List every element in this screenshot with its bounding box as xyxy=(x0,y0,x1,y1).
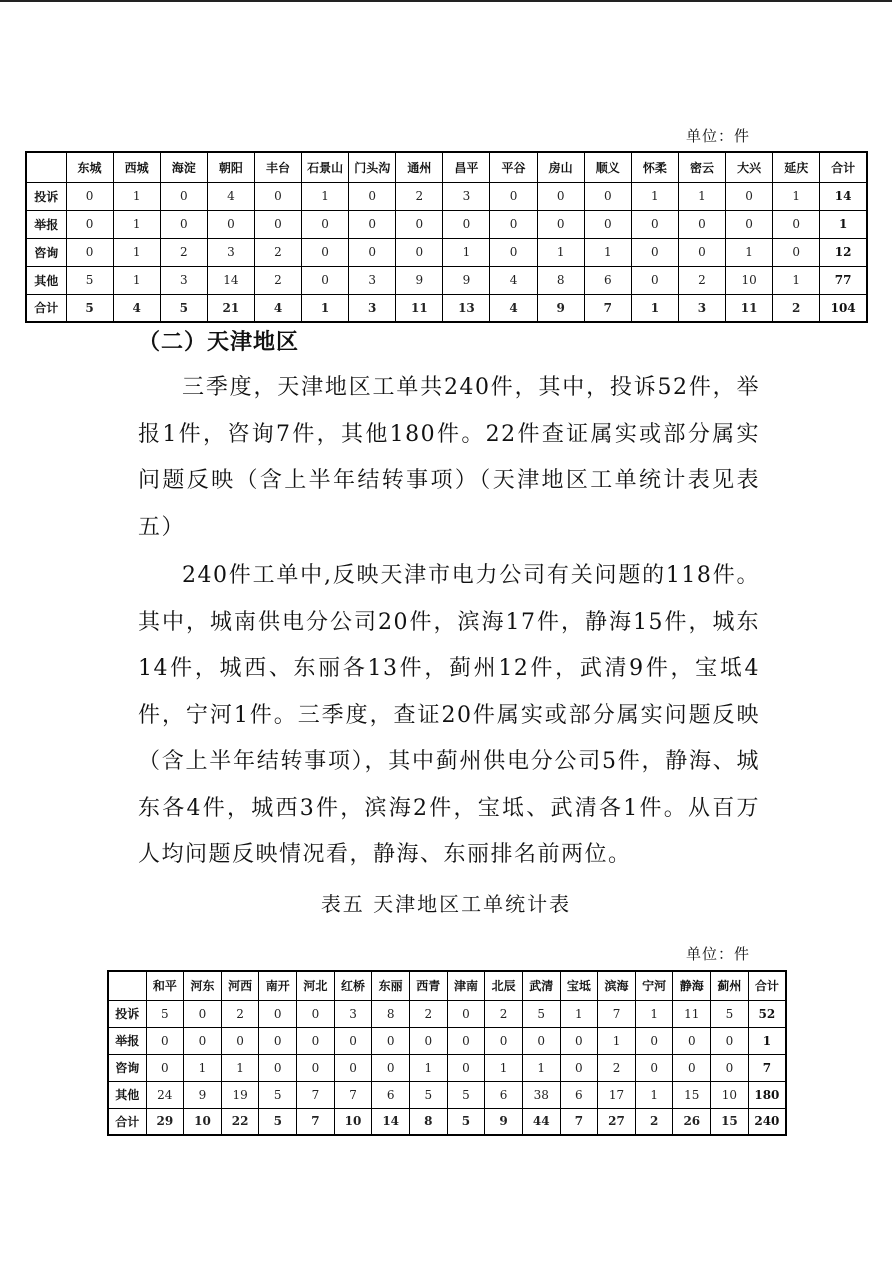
table-cell: 0 xyxy=(678,210,725,238)
table-cell: 5 xyxy=(66,294,113,322)
table-cell: 5 xyxy=(447,1081,485,1108)
table-cell: 3 xyxy=(160,266,207,294)
column-header: 滨海 xyxy=(598,971,636,1000)
table-cell: 11 xyxy=(396,294,443,322)
table-cell: 1 xyxy=(302,294,349,322)
table-cell: 17 xyxy=(598,1081,636,1108)
table-cell: 0 xyxy=(485,1027,523,1054)
table-cell: 0 xyxy=(673,1027,711,1054)
table-cell: 3 xyxy=(207,238,254,266)
table-cell: 0 xyxy=(673,1054,711,1081)
beijing-table xyxy=(25,151,868,323)
table-cell: 0 xyxy=(259,1054,297,1081)
table-row xyxy=(26,182,867,210)
table-cell: 0 xyxy=(302,238,349,266)
corner-cell xyxy=(26,152,66,182)
table-cell: 0 xyxy=(678,238,725,266)
table-cell: 26 xyxy=(673,1108,711,1135)
row-label: 投诉 xyxy=(108,1000,146,1027)
corner-cell xyxy=(108,971,146,1000)
table-cell: 19 xyxy=(221,1081,259,1108)
table-cell: 29 xyxy=(146,1108,184,1135)
table-cell: 0 xyxy=(254,210,301,238)
table-cell: 44 xyxy=(522,1108,560,1135)
table-cell: 0 xyxy=(160,182,207,210)
table-cell: 5 xyxy=(447,1108,485,1135)
table-cell: 5 xyxy=(66,266,113,294)
table-cell: 1 xyxy=(773,266,820,294)
table-cell: 2 xyxy=(635,1108,673,1135)
table-cell: 14 xyxy=(372,1108,410,1135)
row-total: 1 xyxy=(748,1027,786,1054)
table-cell: 0 xyxy=(726,210,773,238)
table-row xyxy=(26,238,867,266)
table-cell: 10 xyxy=(334,1108,372,1135)
column-header: 和平 xyxy=(146,971,184,1000)
table-cell: 13 xyxy=(443,294,490,322)
table-cell: 4 xyxy=(113,294,160,322)
column-header: 海淀 xyxy=(160,152,207,182)
column-header: 津南 xyxy=(447,971,485,1000)
table-cell: 0 xyxy=(490,238,537,266)
table-cell: 1 xyxy=(409,1054,447,1081)
column-header: 北辰 xyxy=(485,971,523,1000)
table-cell: 1 xyxy=(113,210,160,238)
table-cell: 0 xyxy=(184,1000,222,1027)
table-cell: 22 xyxy=(221,1108,259,1135)
column-header: 河西 xyxy=(221,971,259,1000)
column-header: 河东 xyxy=(184,971,222,1000)
table-cell: 0 xyxy=(635,1054,673,1081)
row-label: 举报 xyxy=(108,1027,146,1054)
table-row xyxy=(26,266,867,294)
row-total: 7 xyxy=(748,1054,786,1081)
column-header: 丰台 xyxy=(254,152,301,182)
row-total: 52 xyxy=(748,1000,786,1027)
table-cell: 2 xyxy=(254,266,301,294)
table-cell: 4 xyxy=(254,294,301,322)
table-cell: 0 xyxy=(297,1054,335,1081)
table-cell: 8 xyxy=(372,1000,410,1027)
table-cell: 8 xyxy=(409,1108,447,1135)
table-cell: 0 xyxy=(221,1027,259,1054)
table-cell: 0 xyxy=(635,1027,673,1054)
table-cell: 3 xyxy=(349,294,396,322)
table-cell: 21 xyxy=(207,294,254,322)
table-cell: 0 xyxy=(396,238,443,266)
table-row xyxy=(108,1081,786,1108)
column-header: 南开 xyxy=(259,971,297,1000)
table-cell: 9 xyxy=(485,1108,523,1135)
column-header: 大兴 xyxy=(726,152,773,182)
table-cell: 5 xyxy=(522,1000,560,1027)
table-cell: 14 xyxy=(207,266,254,294)
table-cell: 0 xyxy=(537,210,584,238)
column-header: 石景山 xyxy=(302,152,349,182)
table-cell: 0 xyxy=(302,210,349,238)
table-cell: 2 xyxy=(409,1000,447,1027)
column-header: 昌平 xyxy=(443,152,490,182)
table-cell: 0 xyxy=(207,210,254,238)
table-cell: 0 xyxy=(334,1054,372,1081)
table-cell: 0 xyxy=(66,182,113,210)
table-cell: 0 xyxy=(349,238,396,266)
table-cell: 15 xyxy=(711,1108,749,1135)
table-cell: 0 xyxy=(773,238,820,266)
table-cell: 0 xyxy=(302,266,349,294)
table-cell: 2 xyxy=(773,294,820,322)
table-row xyxy=(108,1108,786,1135)
table-cell: 1 xyxy=(113,182,160,210)
row-total: 240 xyxy=(748,1108,786,1135)
table-cell: 0 xyxy=(372,1054,410,1081)
row-label: 其他 xyxy=(26,266,66,294)
column-header: 合计 xyxy=(748,971,786,1000)
table-cell: 0 xyxy=(259,1027,297,1054)
table-cell: 0 xyxy=(146,1027,184,1054)
table-cell: 0 xyxy=(146,1054,184,1081)
table-cell: 0 xyxy=(490,182,537,210)
table-cell: 0 xyxy=(584,210,631,238)
table-cell: 1 xyxy=(302,182,349,210)
table-cell: 10 xyxy=(711,1081,749,1108)
column-header: 东城 xyxy=(66,152,113,182)
table-cell: 0 xyxy=(522,1027,560,1054)
table-cell: 0 xyxy=(447,1027,485,1054)
row-label: 投诉 xyxy=(26,182,66,210)
header-row xyxy=(26,152,867,182)
table-cell: 4 xyxy=(490,266,537,294)
header-row xyxy=(108,971,786,1000)
table-cell: 38 xyxy=(522,1081,560,1108)
table-cell: 1 xyxy=(631,294,678,322)
table-cell: 0 xyxy=(297,1027,335,1054)
table-cell: 0 xyxy=(254,182,301,210)
table-cell: 0 xyxy=(409,1027,447,1054)
table-cell: 0 xyxy=(711,1054,749,1081)
table-cell: 11 xyxy=(726,294,773,322)
section-title: （二）天津地区 xyxy=(138,330,300,355)
table-cell: 5 xyxy=(409,1081,447,1108)
column-header: 合计 xyxy=(820,152,867,182)
column-header: 武清 xyxy=(522,971,560,1000)
table-row xyxy=(26,294,867,322)
table-cell: 2 xyxy=(598,1054,636,1081)
table-cell: 0 xyxy=(349,182,396,210)
table-cell: 6 xyxy=(485,1081,523,1108)
table-cell: 0 xyxy=(66,238,113,266)
table-cell: 1 xyxy=(631,182,678,210)
row-label: 咨询 xyxy=(26,238,66,266)
table-cell: 10 xyxy=(184,1108,222,1135)
table-cell: 5 xyxy=(259,1108,297,1135)
table-cell: 0 xyxy=(66,210,113,238)
column-header: 西城 xyxy=(113,152,160,182)
row-label: 合计 xyxy=(26,294,66,322)
column-header: 门头沟 xyxy=(349,152,396,182)
table-cell: 0 xyxy=(443,210,490,238)
table-cell: 0 xyxy=(490,210,537,238)
table-cell: 5 xyxy=(711,1000,749,1027)
column-header: 静海 xyxy=(673,971,711,1000)
table-cell: 1 xyxy=(773,182,820,210)
row-total: 104 xyxy=(820,294,867,322)
table-cell: 0 xyxy=(631,210,678,238)
table-cell: 5 xyxy=(259,1081,297,1108)
table-cell: 2 xyxy=(254,238,301,266)
row-total: 1 xyxy=(820,210,867,238)
table-cell: 1 xyxy=(635,1081,673,1108)
table-row xyxy=(26,210,867,238)
table-cell: 1 xyxy=(635,1000,673,1027)
table-cell: 0 xyxy=(773,210,820,238)
table-cell: 3 xyxy=(443,182,490,210)
table-row xyxy=(108,1054,786,1081)
table-cell: 0 xyxy=(447,1000,485,1027)
column-header: 红桥 xyxy=(334,971,372,1000)
table-cell: 5 xyxy=(160,294,207,322)
beijing-unit-label: 单位：件 xyxy=(686,127,751,145)
page-top-border xyxy=(0,0,892,2)
table-cell: 0 xyxy=(726,182,773,210)
table-cell: 3 xyxy=(334,1000,372,1027)
table-cell: 1 xyxy=(522,1054,560,1081)
table-cell: 7 xyxy=(560,1108,598,1135)
column-header: 延庆 xyxy=(773,152,820,182)
column-header: 宁河 xyxy=(635,971,673,1000)
tianjin-unit-label: 单位：件 xyxy=(686,945,751,963)
table-cell: 6 xyxy=(372,1081,410,1108)
table-cell: 4 xyxy=(490,294,537,322)
table-cell: 0 xyxy=(631,266,678,294)
table-cell: 1 xyxy=(184,1054,222,1081)
table-cell: 2 xyxy=(396,182,443,210)
table-cell: 0 xyxy=(372,1027,410,1054)
table-cell: 0 xyxy=(184,1027,222,1054)
table-cell: 6 xyxy=(584,266,631,294)
table-cell: 0 xyxy=(631,238,678,266)
table-cell: 3 xyxy=(349,266,396,294)
table-caption: 表五 天津地区工单统计表 xyxy=(320,892,572,916)
column-header: 密云 xyxy=(678,152,725,182)
table-row xyxy=(108,1000,786,1027)
row-label: 其他 xyxy=(108,1081,146,1108)
table-cell: 8 xyxy=(537,266,584,294)
column-header: 怀柔 xyxy=(631,152,678,182)
table-cell: 7 xyxy=(334,1081,372,1108)
table-cell: 9 xyxy=(443,266,490,294)
table-cell: 0 xyxy=(560,1027,598,1054)
table-cell: 2 xyxy=(485,1000,523,1027)
column-header: 河北 xyxy=(297,971,335,1000)
table-cell: 9 xyxy=(396,266,443,294)
table-cell: 10 xyxy=(726,266,773,294)
paragraph-summary: 三季度，天津地区工单共240件，其中，投诉52件，举报1件，咨询7件，其他180件。22件查证属实或部分属实问题反映（含上半年结转事项）（天津地区工单统计表见表五） xyxy=(138,375,760,540)
row-label: 举报 xyxy=(26,210,66,238)
table-cell: 7 xyxy=(598,1000,636,1027)
table-cell: 0 xyxy=(259,1000,297,1027)
table-cell: 1 xyxy=(598,1027,636,1054)
column-header: 蓟州 xyxy=(711,971,749,1000)
column-header: 顺义 xyxy=(584,152,631,182)
table-cell: 0 xyxy=(560,1054,598,1081)
table-cell: 7 xyxy=(297,1081,335,1108)
table-cell: 1 xyxy=(113,266,160,294)
table-cell: 2 xyxy=(678,266,725,294)
column-header: 宝坻 xyxy=(560,971,598,1000)
table-cell: 2 xyxy=(160,238,207,266)
table-cell: 1 xyxy=(485,1054,523,1081)
column-header: 房山 xyxy=(537,152,584,182)
table-cell: 1 xyxy=(678,182,725,210)
table-cell: 0 xyxy=(334,1027,372,1054)
table-cell: 9 xyxy=(537,294,584,322)
table-cell: 3 xyxy=(678,294,725,322)
table-cell: 11 xyxy=(673,1000,711,1027)
column-header: 朝阳 xyxy=(207,152,254,182)
column-header: 平谷 xyxy=(490,152,537,182)
row-total: 77 xyxy=(820,266,867,294)
column-header: 东丽 xyxy=(372,971,410,1000)
column-header: 通州 xyxy=(396,152,443,182)
row-total: 180 xyxy=(748,1081,786,1108)
table-cell: 7 xyxy=(297,1108,335,1135)
table-row xyxy=(108,1027,786,1054)
table-cell: 1 xyxy=(584,238,631,266)
table-cell: 1 xyxy=(560,1000,598,1027)
table-cell: 0 xyxy=(297,1000,335,1027)
table-cell: 0 xyxy=(447,1054,485,1081)
table-cell: 5 xyxy=(146,1000,184,1027)
table-cell: 6 xyxy=(560,1081,598,1108)
table-cell: 2 xyxy=(221,1000,259,1027)
paragraph-details: 240件工单中,反映天津市电力公司有关问题的118件。其中，城南供电分公司20件，滨海17件，静海15件，城东14件，城西、东丽各13件，蓟州12件，武清9件，宝坻4件，宁河1件。三季度，查证20件属实或部分属实问题反映（含上半年结转事项），其中蓟州供电分公司5件，静海、城东各4件，城西3件，滨海2件，宝坻、武清各1件。从百万人均问题反映情况看，静海、东丽排名前两位。 xyxy=(138,563,760,867)
row-total: 12 xyxy=(820,238,867,266)
column-header: 西青 xyxy=(409,971,447,1000)
table-cell: 1 xyxy=(443,238,490,266)
table-cell: 7 xyxy=(584,294,631,322)
table-cell: 1 xyxy=(221,1054,259,1081)
row-label: 咨询 xyxy=(108,1054,146,1081)
table-cell: 0 xyxy=(396,210,443,238)
table-cell: 0 xyxy=(537,182,584,210)
table-cell: 1 xyxy=(726,238,773,266)
table-cell: 0 xyxy=(584,182,631,210)
table-cell: 15 xyxy=(673,1081,711,1108)
table-cell: 1 xyxy=(537,238,584,266)
tianjin-table xyxy=(107,970,787,1136)
table-cell: 24 xyxy=(146,1081,184,1108)
row-label: 合计 xyxy=(108,1108,146,1135)
table-cell: 9 xyxy=(184,1081,222,1108)
table-cell: 0 xyxy=(160,210,207,238)
table-cell: 27 xyxy=(598,1108,636,1135)
table-cell: 0 xyxy=(711,1027,749,1054)
table-cell: 1 xyxy=(113,238,160,266)
table-cell: 4 xyxy=(207,182,254,210)
table-cell: 0 xyxy=(349,210,396,238)
row-total: 14 xyxy=(820,182,867,210)
